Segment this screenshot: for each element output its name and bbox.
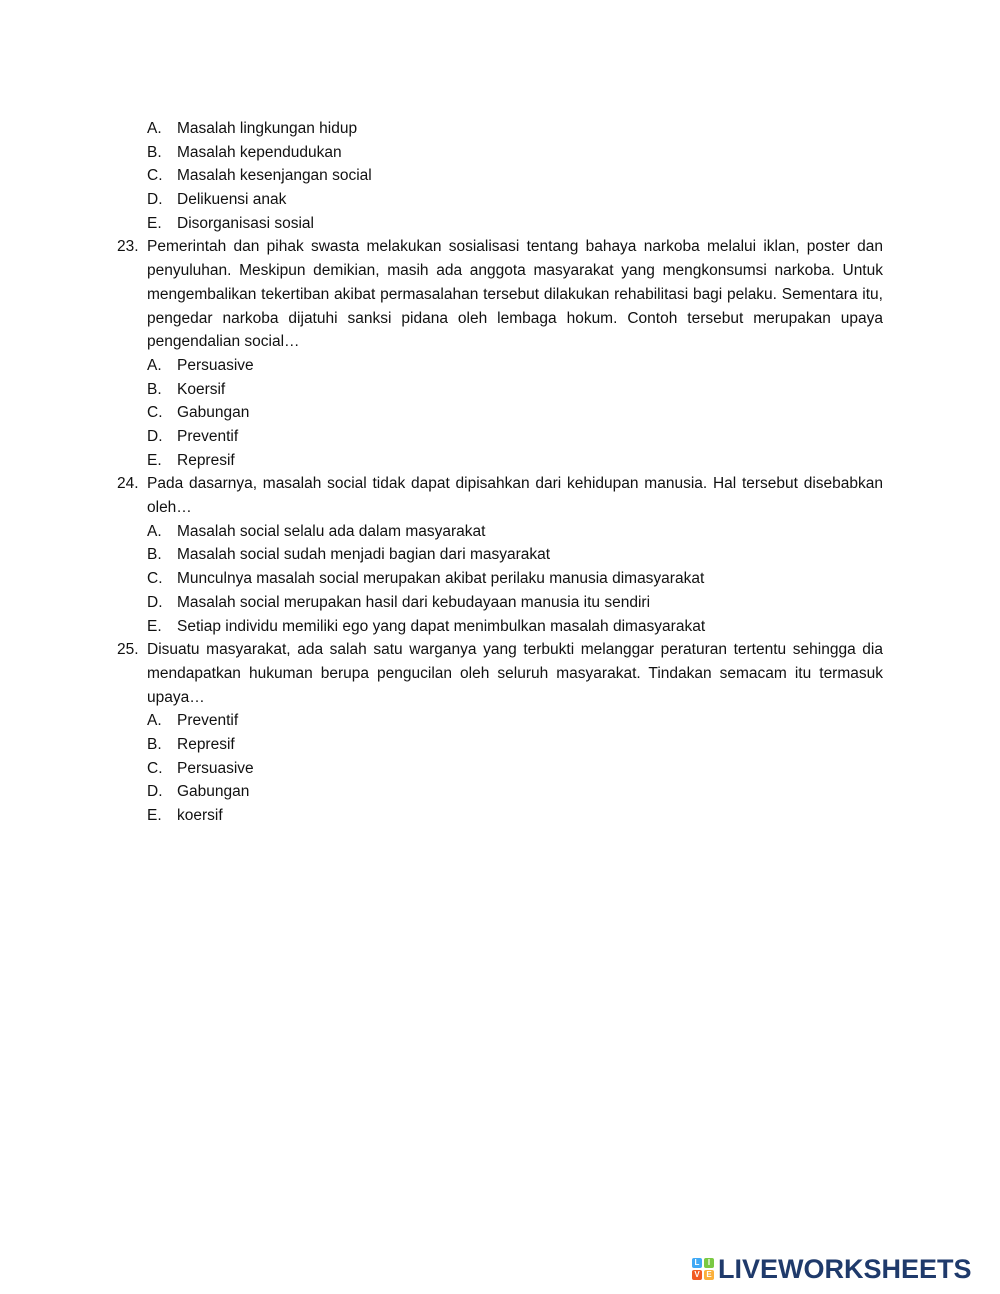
logo-grid-icon [692, 1258, 714, 1280]
answer-option[interactable] [147, 804, 883, 828]
question-text: Disuatu masyarakat, ada salah satu warganya yang terbukti melanggar peraturan tertentu sehingga dia mendapatkan hukuman berupa pengucilan oleh seluruh masyarakat. Tindakan semacam itu termasuk upaya… [147, 641, 883, 706]
option-text: Persuasive [177, 356, 254, 374]
option-letter: C. [147, 167, 163, 185]
answer-option[interactable] [147, 615, 883, 639]
option-letter: C. [147, 570, 163, 588]
option-letter: C. [147, 404, 163, 422]
question-25 [117, 638, 883, 828]
option-letter: D. [147, 783, 163, 801]
question-number: 24. [117, 475, 139, 493]
answer-option[interactable] [147, 378, 883, 402]
option-text: Setiap individu memiliki ego yang dapat menimbulkan masalah dimasyarakat [177, 617, 706, 635]
option-text: Masalah lingkungan hidup [177, 120, 358, 137]
answer-option[interactable] [147, 543, 883, 567]
liveworksheets-logo[interactable] [692, 1254, 972, 1284]
option-text: Delikuensi anak [177, 191, 287, 209]
option-text: Gabungan [177, 783, 250, 801]
option-text: Preventif [177, 428, 239, 446]
answer-option[interactable] [147, 733, 883, 757]
option-letter: B. [147, 380, 162, 398]
option-text: Masalah social merupakan hasil dari kebudayaan manusia itu sendiri [177, 593, 651, 611]
option-letter: E. [147, 451, 162, 469]
answer-option[interactable] [117, 164, 883, 188]
option-text: Preventif [177, 712, 239, 730]
answer-option[interactable] [147, 780, 883, 804]
logo-square: E [704, 1270, 714, 1280]
option-letter: E. [147, 617, 162, 635]
question-24 [117, 472, 883, 638]
answer-option[interactable] [147, 401, 883, 425]
option-letter: A. [147, 712, 162, 730]
option-letter: E. [147, 214, 162, 232]
option-text: koersif [177, 807, 223, 825]
question-text: Pemerintah dan pihak swasta melakukan sosialisasi tentang bahaya narkoba melalui iklan, poster dan penyuluhan. Meskipun demikian, masih ada anggota masyarakat yang mengkonsumsi narkoba. Untuk mengembalikan tekertiban akibat permasalahan tersebut dilakukan rehabilitasi bagi pelaku. Sementara itu, pengedar narkoba dijatuhi sanksi pidana oleh lembaga hokum. Contoh tersebut merupakan upaya pengendalian social… [147, 238, 883, 351]
answer-option[interactable] [147, 591, 883, 615]
answer-option[interactable] [147, 757, 883, 781]
option-letter: A. [147, 356, 162, 374]
answer-option[interactable] [117, 141, 883, 165]
option-text: Koersif [177, 380, 226, 398]
answer-option[interactable] [147, 709, 883, 733]
question-options [147, 520, 883, 638]
option-text: Masalah social selalu ada dalam masyarakat [177, 522, 486, 540]
option-text: Munculnya masalah social merupakan akibat perilaku manusia dimasyarakat [177, 570, 705, 588]
option-text: Represif [177, 451, 235, 469]
option-text: Masalah social sudah menjadi bagian dari masyarakat [177, 546, 551, 564]
option-letter: D. [147, 593, 163, 611]
logo-square: I [704, 1258, 714, 1268]
answer-option[interactable] [147, 354, 883, 378]
option-letter: A. [147, 522, 162, 540]
option-letter: B. [147, 143, 162, 161]
answer-option[interactable] [117, 188, 883, 212]
option-text: Gabungan [177, 404, 250, 422]
option-letter: B. [147, 546, 162, 564]
logo-square: L [692, 1258, 702, 1268]
worksheet-content [117, 117, 883, 828]
prev-question-options [117, 117, 883, 235]
question-text: Pada dasarnya, masalah social tidak dapat dipisahkan dari kehidupan manusia. Hal tersebut disebabkan oleh… [147, 475, 883, 517]
logo-text: LIVEWORKSHEETS [718, 1253, 972, 1284]
option-text: Masalah kesenjangan social [177, 167, 372, 185]
answer-option[interactable] [117, 117, 883, 141]
option-text: Masalah kependudukan [177, 143, 342, 161]
question-options [147, 709, 883, 827]
option-letter: E. [147, 807, 162, 825]
question-options [147, 354, 883, 472]
answer-option[interactable] [147, 567, 883, 591]
answer-option[interactable] [117, 212, 883, 236]
option-letter: A. [147, 120, 162, 137]
answer-option[interactable] [147, 520, 883, 544]
option-letter: D. [147, 191, 163, 209]
logo-square: V [692, 1270, 702, 1280]
option-letter: B. [147, 736, 162, 754]
option-text: Represif [177, 736, 235, 754]
answer-option[interactable] [147, 449, 883, 473]
answer-option[interactable] [147, 425, 883, 449]
question-23 [117, 235, 883, 472]
option-letter: D. [147, 428, 163, 446]
option-text: Persuasive [177, 759, 254, 777]
option-text: Disorganisasi sosial [177, 214, 314, 232]
option-letter: C. [147, 759, 163, 777]
question-number: 23. [117, 238, 139, 256]
question-number: 25. [117, 641, 139, 659]
